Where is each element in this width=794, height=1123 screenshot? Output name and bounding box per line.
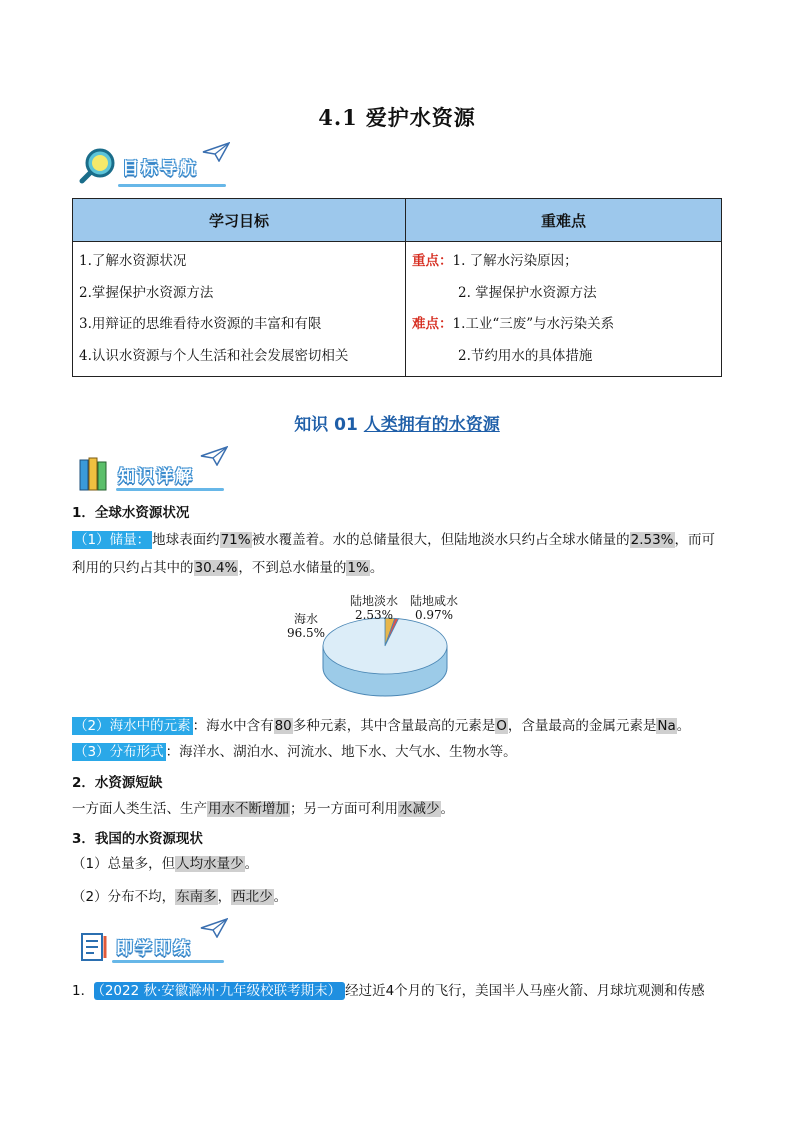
difficult-item: 1.工业“三废”与水污染关系 xyxy=(452,316,615,332)
goal-nav-header xyxy=(78,146,198,186)
goal-item: 4.认识水资源与个人生活和社会发展密切相关 xyxy=(79,347,349,364)
practice-label: 即学即练 xyxy=(116,938,192,959)
pie-label-saltwater: 陆地咸水 0.97% xyxy=(409,594,458,622)
key-item: 1. 了解水污染原因； xyxy=(452,253,578,269)
practice-underline xyxy=(112,960,224,963)
goal-nav-underline xyxy=(118,184,226,187)
magnifier-icon xyxy=(78,146,118,186)
shortage-paragraph: 一方面人类生活、生产用水不断增加；另一方面可利用水减少。 xyxy=(72,801,454,817)
reserves-paragraph: （1）储量： 地球表面约71%被水覆盖着。水的总储量很大，但陆地淡水只约占全球水储量的2.53%，而可利用的只约占其中的30.4%，不到总水储量的1%。 xyxy=(72,532,715,576)
knowledge-detail-header xyxy=(78,456,194,492)
section-heading: 1．全球水资源状况 xyxy=(72,505,190,521)
learning-goals-cell xyxy=(73,242,406,377)
knowledge-title: 知识 01 人类拥有的水资源 xyxy=(294,415,500,435)
goal-nav-label: 目标导航 xyxy=(122,158,198,179)
section-heading: 2．水资源短缺 xyxy=(72,775,163,791)
goal-item: 3.用辩证的思维看待水资源的丰富和有限 xyxy=(79,316,322,332)
knowledge-detail-underline xyxy=(116,488,224,491)
paper-plane-icon xyxy=(200,446,228,466)
pie-label-sea: 海水 96.5% xyxy=(286,612,326,640)
key-points-cell xyxy=(406,242,722,377)
paper-plane-icon xyxy=(202,142,230,162)
pie-slice-0 xyxy=(323,618,447,674)
books-icon xyxy=(78,456,112,492)
goals-header-left: 学习目标 xyxy=(73,199,406,242)
knowledge-detail-label: 知识详解 xyxy=(118,466,194,487)
goal-item: 2.掌握保护水资源方法 xyxy=(79,284,214,301)
china-status-line-1: （1）总量多，但人均水量少。 xyxy=(72,856,259,872)
china-status-line-2: （2）分布不均，东南多，西北少。 xyxy=(72,889,288,905)
question-1: 1． （2022 秋·安徽滁州·九年级校联考期末） 经过近4个月的飞行，美国半人马座火箭、月球坑观测和传感 xyxy=(72,983,705,999)
practice-header xyxy=(78,930,192,962)
elements-paragraph: （2）海水中的元素 ：海水中含有80多种元素，其中含量最高的元素是O，含量最高的金属元素是Na。 xyxy=(74,718,691,734)
key-label: 重点： xyxy=(412,253,453,269)
question-source-tag: （2022 秋·安徽滁州·九年级校联考期末） xyxy=(94,982,345,1000)
page-title: 4.1 爱护水资源 xyxy=(318,105,476,130)
goal-item: 1.了解水资源状况 xyxy=(79,253,187,269)
difficult-item: 2.节约用水的具体措施 xyxy=(458,347,593,364)
goals-header-right: 重难点 xyxy=(406,199,722,242)
section-heading: 3．我国的水资源现状 xyxy=(72,831,203,847)
goals-table xyxy=(72,198,722,377)
paper-plane-icon xyxy=(200,918,228,938)
key-item: 2. 掌握保护水资源方法 xyxy=(458,284,597,301)
notebook-icon xyxy=(78,930,110,962)
distribution-paragraph: （3）分布形式 ：海洋水、湖泊水、河流水、地下水、大气水、生物水等。 xyxy=(74,744,517,760)
difficult-label: 难点： xyxy=(412,316,453,332)
pie-label-freshwater: 陆地淡水 2.53% xyxy=(349,594,398,622)
